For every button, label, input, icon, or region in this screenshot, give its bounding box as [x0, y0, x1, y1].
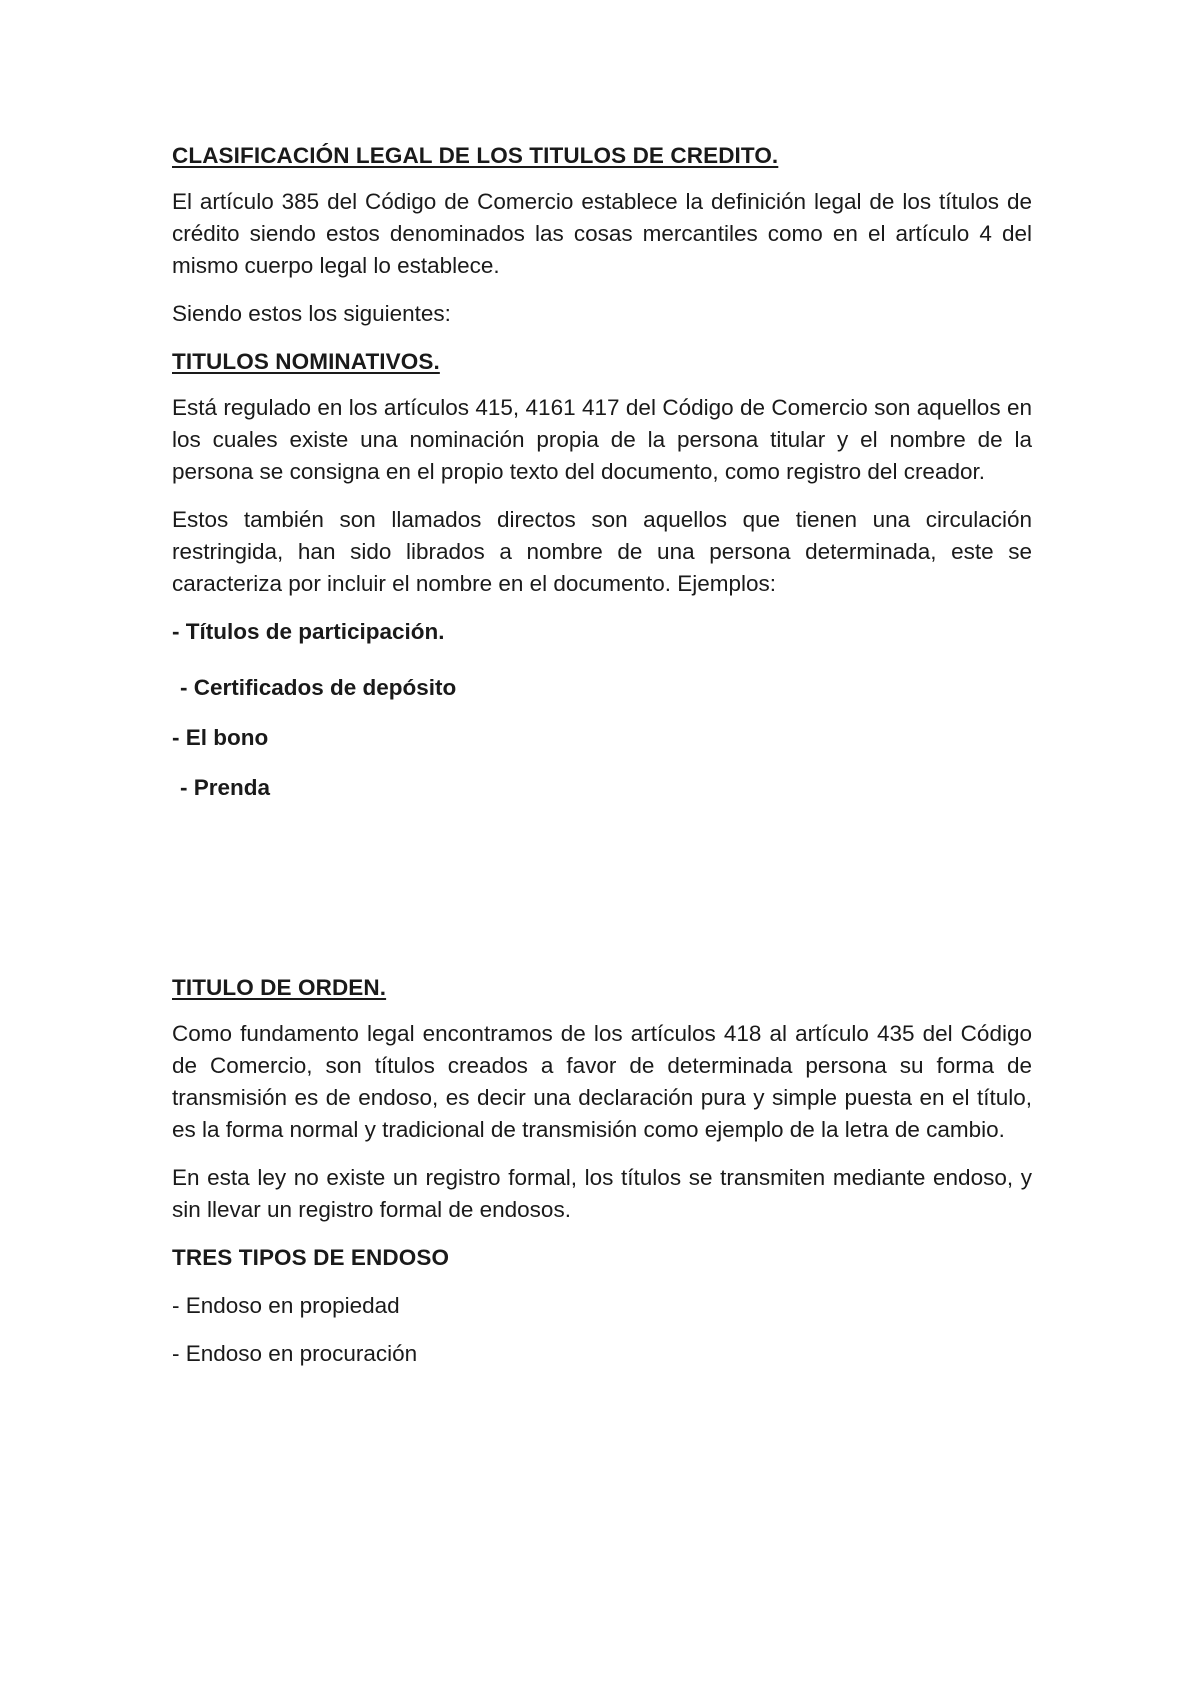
endorsement-list [172, 1290, 1032, 1370]
paragraph-directos: Estos también son llamados directos son aquellos que tienen una circulación restringida, han sido librados a nombre de una persona determinada, este se caracteriza por incluir el nombre en el documento. Ejemplos: [172, 507, 1032, 596]
section-title-nominativos: TITULOS NOMINATIVOS. [172, 349, 440, 374]
section-title-orden: TITULO DE ORDEN. [172, 975, 387, 1000]
document-body [172, 140, 1032, 1370]
paragraph-registro-formal: En esta ley no existe un registro formal, los títulos se transmiten mediante endoso, y sin llevar un registro formal de endosos. [172, 1165, 1032, 1222]
paragraph-siendo-estos: Siendo estos los siguientes: [172, 301, 451, 326]
blank-space [172, 804, 1032, 972]
list-item: - Prenda [180, 775, 271, 800]
paragraph-definicion-legal: El artículo 385 del Código de Comercio establece la definición legal de los títulos de crédito siendo estos denominados las cosas mercantiles como en el artículo 4 del mismo cuerpo legal lo establece. [172, 189, 1032, 278]
paragraph-regulacion-nominativos: Está regulado en los artículos 415, 4161 417 del Código de Comercio son aquellos en los cuales existe una nominación propia de la persona titular y el nombre de la persona se consigna en el propio texto del documento, como registro del creador. [172, 395, 1032, 484]
list-item: - El bono [172, 725, 269, 750]
list-item: - Certificados de depósito [180, 675, 457, 700]
examples-list [172, 616, 1032, 804]
list-item: - Títulos de participación. [172, 619, 445, 644]
section-title-clasificacion: CLASIFICACIÓN LEGAL DE LOS TITULOS DE CREDITO. [172, 143, 779, 168]
paragraph-fundamento-legal: Como fundamento legal encontramos de los artículos 418 al artículo 435 del Código de Comercio, son títulos creados a favor de determinada persona su forma de transmisión es de endoso, es decir una declaración pura y simple puesta en el título, es la forma normal y tradicional de transmisión como ejemplo de la letra de cambio. [172, 1021, 1032, 1142]
subtitle-tipos-endoso: TRES TIPOS DE ENDOSO [172, 1245, 450, 1270]
list-item: - Endoso en procuración [172, 1341, 418, 1366]
list-item: - Endoso en propiedad [172, 1293, 400, 1318]
